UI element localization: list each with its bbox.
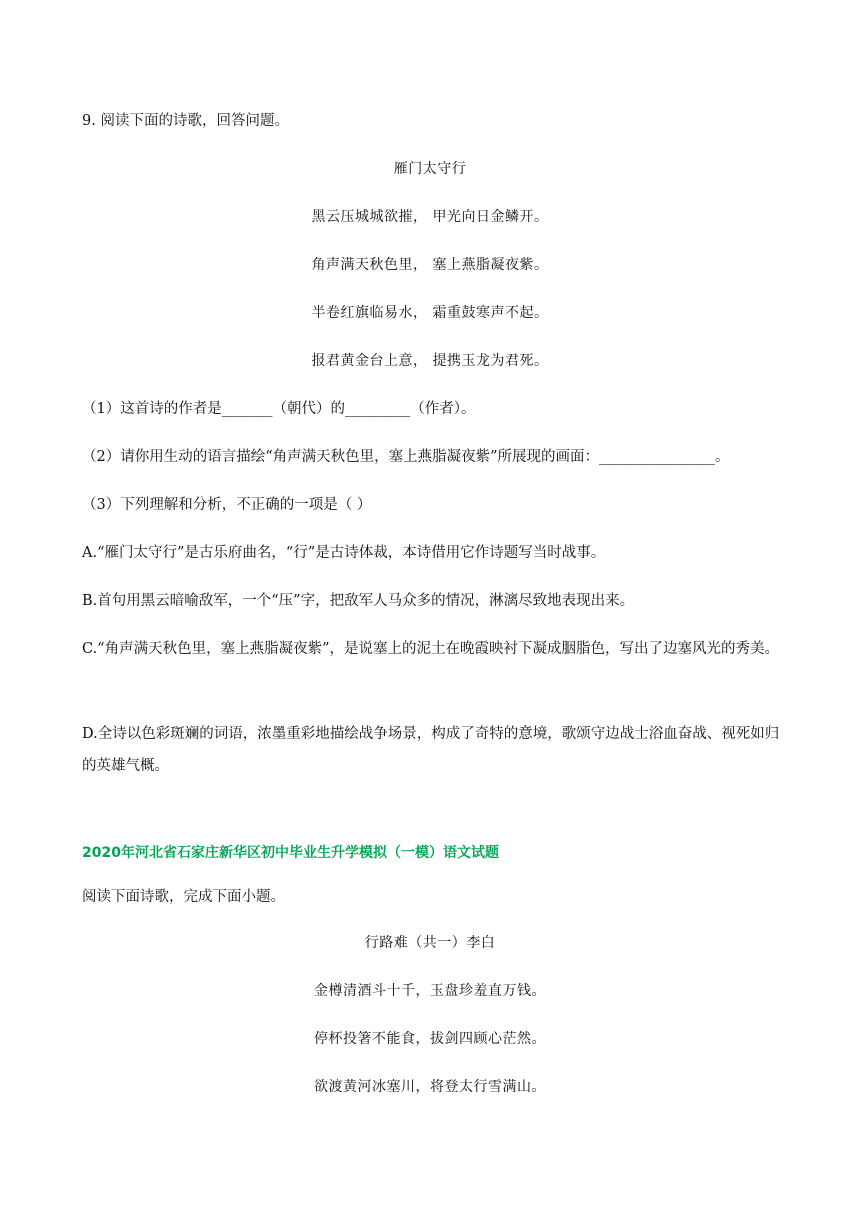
- option-d: D.全诗以色彩斑斓的词语，浓墨重彩地描绘战争场景，构成了奇特的意境，歌颂守边战士浴血奋战、视死如归的英雄气概。: [82, 726, 780, 774]
- poem-line: 欲渡黄河冰塞川，将登太行雪满山。: [314, 1079, 546, 1095]
- option-c: C.“角声满天秋色里，塞上燕脂凝夜紫”，是说塞上的泥土在晚霞映衬下凝成胭脂色，写出了边塞风光的秀美。: [82, 641, 780, 657]
- section-instruction: 阅读下面诗歌，完成下面小题。: [82, 889, 285, 905]
- option-a: A.“雁门太守行”是古乐府曲名，“行”是古诗体裁，本诗借用它作诗题写当时战事。: [82, 545, 606, 561]
- poem-line: 金樽清酒斗十千，玉盘珍羞直万钱。: [314, 983, 546, 999]
- poem-line: 停杯投箸不能食，拔剑四顾心茫然。: [314, 1031, 546, 1047]
- section-heading: 2020年河北省石家庄新华区初中毕业生升学模拟（一模）语文试题: [82, 845, 499, 861]
- poem-line: 半卷红旗临易水， 霜重鼓寒声不起。: [311, 305, 549, 321]
- sub-question-1: （1）这首诗的作者是_______（朝代）的_________（作者）。: [82, 401, 476, 417]
- sub-question-3: （3）下列理解和分析，不正确的一项是（ ）: [82, 497, 372, 513]
- poem-line: 报君黄金台上意， 提携玉龙为君死。: [311, 353, 549, 369]
- question-9-number-line: 9. 阅读下面的诗歌，回答问题。: [82, 113, 289, 129]
- sub-question-2: （2）请你用生动的语言描绘“角声满天秋色里，塞上燕脂凝夜紫”所展现的画面：________________。: [82, 449, 730, 465]
- poem-line: 黑云压城城欲摧， 甲光向日金鳞开。: [311, 209, 549, 225]
- poem-title: 雁门太守行: [393, 161, 467, 177]
- poem-line: 角声满天秋色里， 塞上燕脂凝夜紫。: [311, 257, 549, 273]
- poem-title: 行路难（共一）李白: [364, 935, 496, 951]
- option-b: B.首句用黑云暗喻敌军，一个“压”字，把敌军人马众多的情况，淋漓尽致地表现出来。: [82, 593, 635, 609]
